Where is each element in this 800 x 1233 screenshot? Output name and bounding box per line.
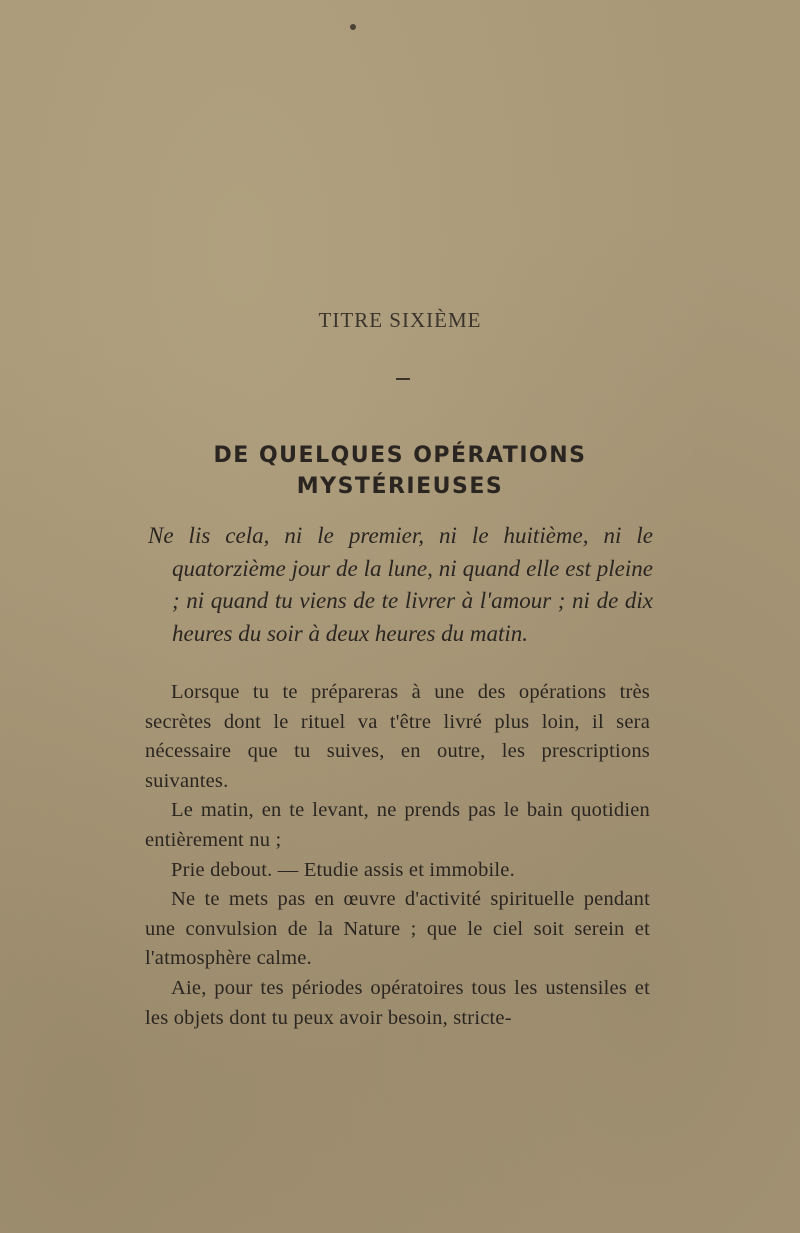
section-title: TITRE SIXIÈME	[318, 308, 482, 332]
body-text	[145, 678, 650, 1033]
paragraph: Prie debout. — Etudie assis et immobile.	[171, 858, 515, 881]
paragraph: Ne te mets pas en œuvre d'activité spirituelle pendant une convulsion de la Nature ; que le ciel soit serein et l'atmosphère calme.	[145, 888, 650, 970]
chapter-heading-line-1: DE QUELQUES OPÉRATIONS	[213, 443, 587, 468]
title-rule	[396, 378, 410, 380]
paragraph: Aie, pour tes périodes opératoires tous les ustensiles et les objets dont tu peux avoir besoin, stricte-	[145, 976, 650, 1029]
paragraph: Lorsque tu te prépareras à une des opérations très secrètes dont le rituel va t'être livré plus loin, il sera nécessaire que tu suives, en outre, les prescriptions suivantes.	[145, 681, 650, 792]
italic-paragraph: Ne lis cela, ni le premier, ni le huitième, ni le quatorzième jour de la lune, ni quand elle est pleine ; ni quand tu viens de te livrer à l'amour ; ni de dix heures du soir à deux heures du matin.	[148, 523, 653, 646]
ink-dot	[350, 24, 356, 30]
chapter-heading-line-2: MYSTÉRIEUSES	[296, 474, 504, 499]
italic-epigraph	[148, 520, 653, 650]
paragraph: Le matin, en te levant, ne prends pas le bain quotidien entièrement nu ;	[145, 799, 650, 851]
chapter-heading	[0, 440, 800, 502]
